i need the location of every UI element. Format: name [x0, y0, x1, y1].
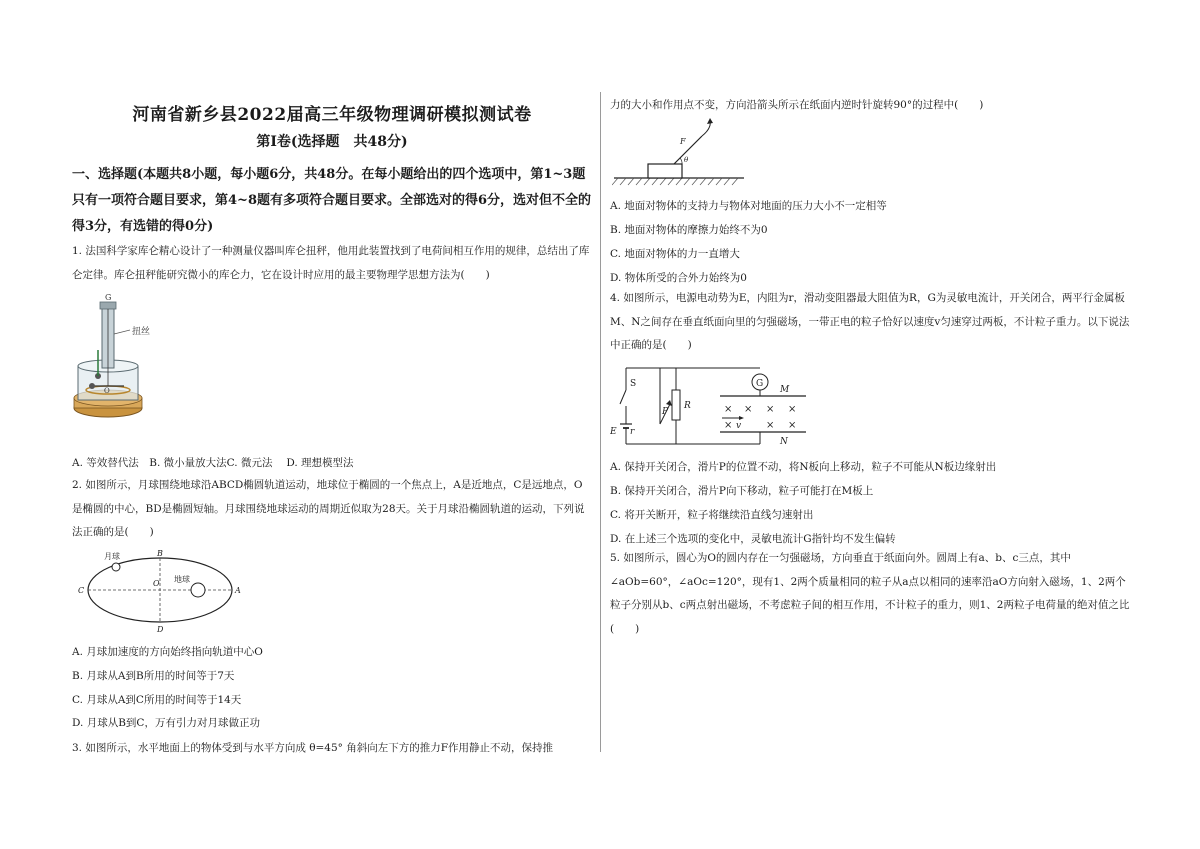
section-instructions: 一、选择题(本题共8小题，每小题6分，共48分。在每小题给出的四个选项中，第1~3题只有一项符合题目要求，第4~8题有多项符合题目要求。全部选对的得6分，选对但不全的得3分，有选错的得0分) — [72, 167, 592, 234]
question-3-stem-continued: 力的大小和作用点不变，方向沿箭头所示在纸面内逆时针旋转90°的过程中( ) — [610, 99, 984, 111]
question-3-stem-start: 3. 如图所示，水平地面上的物体受到与水平方向成 θ=45° 角斜向左下方的推力F作用静止不动，保持推 — [72, 742, 554, 754]
svg-text:P: P — [662, 407, 669, 417]
section-subtitle: 第Ⅰ卷(选择题 共48分) — [256, 134, 408, 150]
question-4-option-b: B. 保持开关闭合，滑片P向下移动，粒子可能打在M板上 — [610, 485, 874, 497]
svg-text:M: M — [780, 385, 790, 395]
question-2-stem: 2. 如图所示，月球围绕地球沿ABCD椭圆轨道运动，地球位于椭圆的一个焦点上，A是近地点，C是远地点，O是椭圆的中心，BD是椭圆短轴。月球围绕地球运动的周期近似取为28天。关于月球沿椭圆轨道的运动，下列说法正确的是( ) — [72, 479, 585, 538]
svg-text:G: G — [105, 293, 112, 302]
svg-text:D: D — [157, 625, 164, 634]
question-2-option-a: A. 月球加速度的方向始终指向轨道中心O — [72, 646, 263, 658]
torsion-balance-figure — [72, 290, 162, 424]
circuit-figure — [610, 362, 810, 456]
torsion-wire-label: 扭丝 — [132, 327, 151, 337]
svg-text:O: O — [104, 387, 110, 395]
svg-text:A: A — [235, 586, 241, 595]
svg-text:v: v — [736, 421, 742, 431]
question-2-option-d: D. 月球从B到C，万有引力对月球做正功 — [72, 717, 260, 729]
question-1-options: A. 等效替代法 B. 微小量放大法C. 微元法 D. 理想模型法 — [72, 457, 354, 469]
svg-text:S: S — [630, 379, 637, 389]
svg-text:×: × — [788, 404, 797, 415]
svg-text:R: R — [684, 401, 691, 411]
column-divider — [600, 92, 601, 752]
svg-text:N: N — [780, 437, 788, 447]
block-force-figure — [612, 118, 752, 192]
svg-text:B: B — [157, 550, 163, 558]
question-5-stem: 5. 如图所示，圆心为O的圆内存在一匀强磁场，方向垂直于纸面向外。圆周上有a、b、c三点，其中∠aOb=60°，∠aOc=120°，现有1、2两个质量相同的粒子从a点以相同的速率沿aO方向射入磁场，1、2两个粒子分别从b、c两点射出磁场，不考虑粒子间的相互作用，不计粒子的重力，则1、2两粒子电荷量的绝对值之比( ) — [610, 552, 1130, 635]
svg-text:r: r — [630, 427, 635, 437]
svg-text:×: × — [744, 404, 753, 415]
svg-text:月球: 月球 — [104, 552, 120, 561]
question-3-option-b: B. 地面对物体的摩擦力始终不为0 — [610, 224, 768, 236]
question-2-option-c: C. 月球从A到C所用的时间等于14天 — [72, 694, 242, 706]
svg-text:×: × — [724, 420, 733, 431]
question-4-stem: 4. 如图所示，电源电动势为E，内阻为r，滑动变阻器最大阻值为R，G为灵敏电流计，开关闭合，两平行金属板M、N之间存在垂直纸面向里的匀强磁场，一带正电的粒子恰好以速度v匀速穿过两板，不计粒子重力。以下说法中正确的是( ) — [610, 292, 1130, 351]
svg-text:×: × — [724, 404, 733, 415]
question-3-option-c: C. 地面对物体的力一直增大 — [610, 248, 740, 260]
svg-text:θ: θ — [684, 156, 689, 164]
svg-text:C: C — [78, 586, 85, 595]
page-title: 河南省新乡县2022届高三年级物理调研模拟测试卷 — [132, 105, 532, 125]
svg-text:×: × — [766, 420, 775, 431]
question-1-stem: 1. 法国科学家库仑精心设计了一种测量仪器叫库仑扭秤，他用此装置找到了电荷间相互作用的规律，总结出了库仑定律。库仑扭秤能研究微小的库仑力，它在设计时应用的最主要物理学思想方法为( ) — [72, 245, 590, 281]
question-4-option-a: A. 保持开关闭合，滑片P的位置不动，将N板向上移动，粒子不可能从N板边缘射出 — [610, 461, 997, 473]
svg-text:×: × — [788, 420, 797, 431]
svg-text:E: E — [610, 427, 617, 437]
svg-text:地球: 地球 — [174, 575, 190, 584]
svg-text:O: O — [153, 579, 160, 588]
question-4-option-c: C. 将开关断开，粒子将继续沿直线匀速射出 — [610, 509, 814, 521]
question-3-option-d: D. 物体所受的合外力始终为0 — [610, 272, 747, 284]
svg-text:G: G — [756, 379, 764, 389]
svg-text:×: × — [766, 404, 775, 415]
question-4-option-d: D. 在上述三个选项的变化中，灵敏电流计G指针均不发生偏转 — [610, 533, 896, 545]
question-3-option-a: A. 地面对物体的支持力与物体对地面的压力大小不一定相等 — [610, 200, 887, 212]
elliptical-orbit-figure — [72, 550, 252, 639]
question-2-option-b: B. 月球从A到B所用的时间等于7天 — [72, 670, 235, 682]
svg-text:F: F — [680, 137, 686, 146]
